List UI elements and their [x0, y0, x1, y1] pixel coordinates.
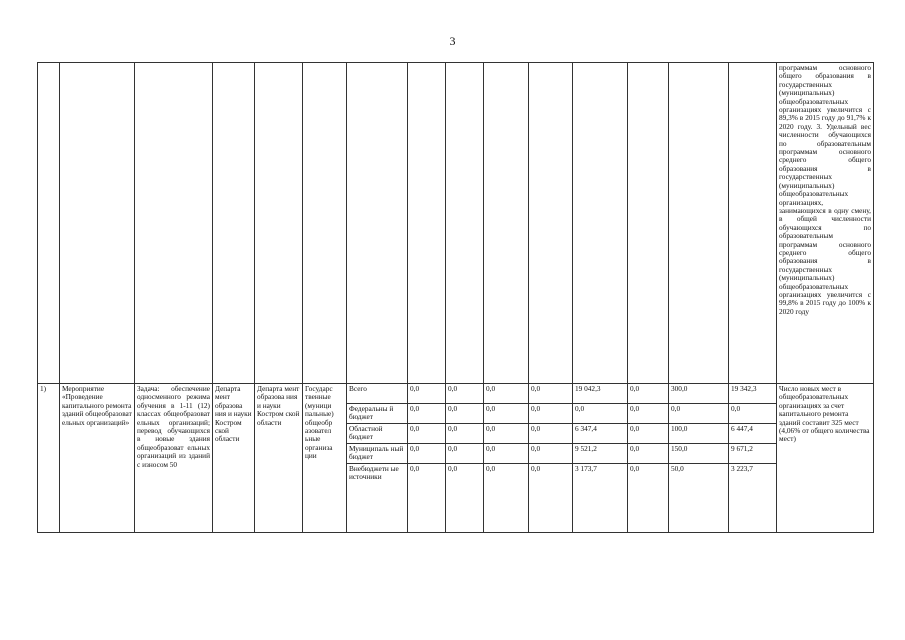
funding-value: 9 671,2	[729, 444, 777, 464]
funding-value: 0,0	[446, 444, 484, 464]
funding-value: 0,0	[628, 464, 669, 533]
program-measures-table	[37, 62, 874, 533]
funding-value: 6 447,4	[729, 424, 777, 444]
measure-executor: Департа мент образова ния и науки Костром ской области	[213, 384, 255, 533]
funding-value: 0,0	[628, 424, 669, 444]
funding-value: 150,0	[669, 444, 729, 464]
funding-value: 0,0	[628, 404, 669, 424]
page-number: 3	[449, 34, 456, 48]
funding-value: 6 347,4	[573, 424, 628, 444]
funding-value: 0,0	[729, 404, 777, 424]
funding-value: 0,0	[408, 404, 446, 424]
funding-value: 3 223,7	[729, 464, 777, 533]
funding-value: 0,0	[484, 424, 529, 444]
funding-value: 0,0	[529, 404, 573, 424]
funding-value: 3 173,7	[573, 464, 628, 533]
funding-source: Муниципаль ный бюджет	[347, 444, 408, 464]
continuation-result-cell: программам основного общего образования в государственных (муниципальных) общеобразовательных организациях увеличится с 89,3% в 2015 году до 91,7% к 2020 году. 3. Удельный вес численности обучающихся по образовательным программам основного среднего общего образования в государственных (муниципальных) общеобразовательных организациях, занимающихся в одну смену, в общей численности обучающихся по образовательным программам основного среднего общего образования в государственных (муниципальных) общеобразовательных организациях увеличится с 99,8% в 2015 году до 100% к 2020 году	[777, 63, 874, 384]
measure-number: 1)	[38, 384, 60, 533]
funding-value: 9 521,2	[573, 444, 628, 464]
funding-value: 0,0	[529, 444, 573, 464]
funding-value: 0,0	[573, 404, 628, 424]
measure-task: Задача: обеспечение односменного режима обучения в 1-11 (12) классах общеобразоват ельных организаций; перевод обучающихся в новые здания общеобразоват ельных организаций из зданий с износом 50	[135, 384, 213, 533]
continuation-row	[38, 63, 874, 384]
funding-value: 0,0	[484, 384, 529, 404]
funding-value: 0,0	[628, 384, 669, 404]
funding-source: Областной бюджет	[347, 424, 408, 444]
funding-source: Всего	[347, 384, 408, 404]
funding-value: 19 042,3	[573, 384, 628, 404]
funding-value: 0,0	[446, 464, 484, 533]
funding-value: 0,0	[484, 404, 529, 424]
funding-value: 0,0	[446, 404, 484, 424]
funding-row-total	[38, 384, 874, 404]
funding-value: 0,0	[408, 444, 446, 464]
funding-source: Федеральны й бюджет	[347, 404, 408, 424]
funding-value: 100,0	[669, 424, 729, 444]
funding-value: 0,0	[408, 464, 446, 533]
funding-value: 0,0	[529, 464, 573, 533]
funding-value: 0,0	[529, 424, 573, 444]
measure-coexecutor: Департа мент образова ния и науки Костром ской области	[255, 384, 303, 533]
measure-result: Число новых мест в общеобразовательных организациях за счет капитального ремонта зданий составит 325 мест (4,06% от общего количества мест)	[777, 384, 874, 533]
funding-value: 0,0	[446, 424, 484, 444]
funding-value: 50,0	[669, 464, 729, 533]
funding-source: Внебюджетн ые источники	[347, 464, 408, 533]
funding-value: 0,0	[484, 464, 529, 533]
funding-value: 0,0	[408, 384, 446, 404]
funding-value: 0,0	[446, 384, 484, 404]
funding-value: 0,0	[408, 424, 446, 444]
funding-value: 19 342,3	[729, 384, 777, 404]
funding-value: 0,0	[669, 404, 729, 424]
funding-value: 0,0	[628, 444, 669, 464]
funding-value: 0,0	[484, 444, 529, 464]
measure-recipients: Государс твенные (муници пальные) общеобр азовател ьные организа ции	[303, 384, 347, 533]
measure-name: Мероприятие «Проведение капитального ремонта зданий общеобразоват ельных организаций»	[60, 384, 135, 533]
funding-value: 0,0	[529, 384, 573, 404]
funding-value: 300,0	[669, 384, 729, 404]
